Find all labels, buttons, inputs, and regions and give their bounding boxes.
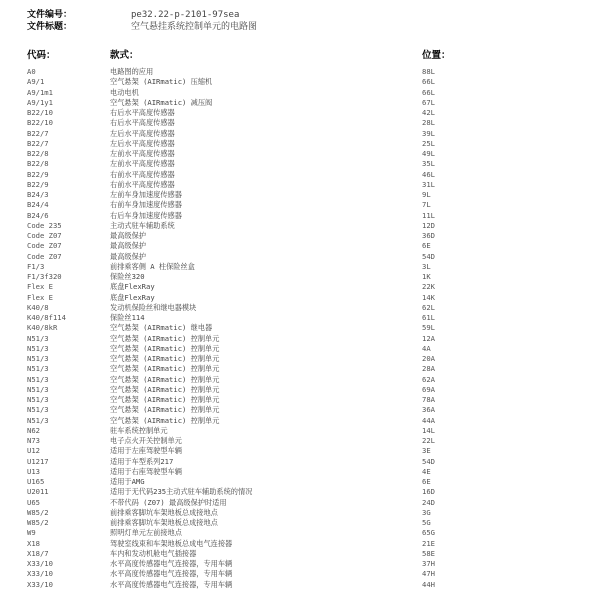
row-position: 6E [422,241,431,251]
table-row [0,170,600,180]
row-position: 65G [422,528,435,538]
row-position: 46L [422,169,435,179]
row-position: 54D [422,456,435,466]
table-row [0,77,600,87]
table-row [0,477,600,487]
row-position: 3G [422,507,431,517]
table-row [0,293,600,303]
row-position: 21E [422,538,435,548]
row-position: 24D [422,497,435,507]
row-description: 水平高度传感器电气连接器，专用车辆 [110,569,233,579]
table-row [0,385,600,395]
row-code: K40/8 [27,302,49,312]
row-code: U2011 [27,487,49,497]
table-row [0,88,600,98]
row-description: 驻车系统控制单元 [110,425,168,435]
row-description: 右前水平高度传感器 [110,169,175,179]
row-code: N51/3 [27,415,49,425]
row-description: 车内和发动机舱电气插接器 [110,548,197,558]
row-description: 水平高度传感器电气连接器，专用车辆 [110,559,233,568]
row-position: 7L [422,200,431,210]
row-description: 电路图的应用 [110,67,154,76]
row-description: 发动机保险丝和继电器模块 [110,302,197,312]
row-description: 左前车身加速度传感器 [110,190,182,199]
row-description: 电子点火开关控制单元 [110,436,182,445]
row-position: 88L [422,67,435,76]
row-description: 空气悬架 (AIRmatic) 控制单元 [110,405,220,415]
row-description: 右后车身加速度传感器 [110,210,182,220]
row-description: 左前水平高度传感器 [110,159,175,169]
table-row [0,282,600,292]
row-code: F1/3 [27,261,45,271]
table-row [0,549,600,559]
row-description: 右前水平高度传感器 [110,179,175,189]
row-description: 空气悬架 (AIRmatic) 控制单元 [110,374,220,384]
row-position: 62L [422,302,435,312]
row-description: 适用于左座驾驶型车辆 [110,446,182,456]
row-code: N51/3 [27,354,49,363]
row-position: 28L [422,118,435,128]
row-position: 22K [422,282,435,292]
table-row [0,518,600,528]
table-row [0,98,600,108]
table-row [0,580,600,590]
row-code: N51/3 [27,364,49,374]
row-code: B22/7 [27,128,49,138]
table-row [0,344,600,354]
table-row [0,395,600,405]
table-row [0,252,600,262]
row-code: W85/2 [27,507,49,517]
row-description: 空气悬架 (AIRmatic) 控制单元 [110,384,220,394]
table-row [0,446,600,456]
row-position: 44H [422,579,435,589]
row-position: 3E [422,446,431,456]
row-position: 59L [422,323,435,333]
row-position: 4E [422,466,431,476]
row-position: 37H [422,559,435,568]
row-code: Code Z07 [27,241,62,251]
row-description: 主动式驻车辅助系统 [110,220,175,230]
row-code: K40/8kR [27,323,58,333]
table-row [0,467,600,477]
table-row [0,159,600,169]
row-code: U12 [27,446,40,456]
row-code: B22/10 [27,118,53,128]
doc-title-label: 文件标题： [27,22,73,32]
row-description: 保险丝114 [110,313,145,322]
row-description: 空气悬架 (AIRmatic) 控制单元 [110,395,220,404]
row-code: B22/8 [27,159,49,169]
column-header-code: 代码： [27,50,56,61]
row-code: W9 [27,528,36,538]
row-position: 35L [422,159,435,169]
row-description: 前排乘客侧 A 柱保险丝盒 [110,261,195,271]
table-row [0,559,600,569]
row-code: W85/2 [27,518,49,527]
table-row [0,231,600,241]
row-description: 左后水平高度传感器 [110,138,175,148]
row-position: 9L [422,190,431,199]
table-row [0,354,600,364]
row-position: 62A [422,374,435,384]
row-code: N73 [27,436,40,445]
row-position: 28A [422,364,435,374]
row-position: 22L [422,436,435,445]
row-code: U165 [27,477,45,486]
row-code: A9/1 [27,77,45,87]
row-position: 16D [422,487,435,497]
row-code: N51/3 [27,343,49,353]
row-code: B22/7 [27,138,49,148]
table-row [0,149,600,159]
row-position: 78A [422,395,435,404]
row-description: 照明灯单元左前接地点 [110,528,182,538]
row-position: 4A [422,343,431,353]
column-header-position: 位置： [422,50,451,61]
component-list [0,67,600,590]
row-code: X33/10 [27,579,53,589]
row-position: 36A [422,405,435,415]
row-code: B22/8 [27,149,49,158]
row-description: 保险丝320 [110,272,145,281]
table-row [0,375,600,385]
table-row [0,436,600,446]
column-header-description: 款式： [110,50,139,61]
table-row [0,67,600,77]
table-row [0,108,600,118]
row-position: 66L [422,87,435,97]
row-position: 54D [422,251,435,261]
row-code: N51/3 [27,374,49,384]
row-description: 前排乘客脚坑车架地板总成接地点 [110,507,218,517]
table-row [0,118,600,128]
row-description: 最高级保护 [110,231,146,240]
row-code: N51/3 [27,395,49,404]
row-description: 底盘FlexRay [110,282,155,292]
row-description: 水平高度传感器电气连接器，专用车辆 [110,579,233,589]
table-row [0,272,600,282]
row-description: 最高级保护 [110,251,146,261]
row-code: F1/3f320 [27,272,62,281]
table-row [0,334,600,344]
row-position: 1K [422,272,431,281]
row-code: Flex E [27,282,53,292]
row-position: 47H [422,569,435,579]
row-description: 左前水平高度传感器 [110,149,175,158]
row-code: A0 [27,67,36,76]
row-code: B24/4 [27,200,49,210]
table-row [0,528,600,538]
row-code: U1217 [27,456,49,466]
row-position: 20A [422,354,435,363]
table-row [0,364,600,374]
row-position: 69A [422,384,435,394]
row-position: 58E [422,548,435,558]
row-code: Code 235 [27,220,62,230]
row-position: 61L [422,313,435,322]
row-description: 右后水平高度传感器 [110,118,175,128]
row-code: N51/3 [27,384,49,394]
row-code: A9/1m1 [27,87,53,97]
table-row [0,539,600,549]
doc-number-value: pe32.22-p-2101-97sea [131,10,240,20]
row-position: 31L [422,179,435,189]
row-code: K40/8f114 [27,313,66,322]
row-description: 空气悬架 (AIRmatic) 减压阀 [110,97,213,107]
row-description: 驾驶室线束和车架地板总成电气连接器 [110,538,233,548]
row-position: 12A [422,333,435,343]
row-description: 空气悬架 (AIRmatic) 继电器 [110,323,213,333]
row-code: B22/9 [27,179,49,189]
row-position: 6E [422,477,431,486]
table-row [0,313,600,323]
row-position: 42L [422,108,435,117]
row-description: 空气悬架 (AIRmatic) 控制单元 [110,343,220,353]
row-position: 49L [422,149,435,158]
table-row [0,323,600,333]
table-row [0,241,600,251]
table-row [0,211,600,221]
table-row [0,190,600,200]
row-position: 14K [422,292,435,302]
table-row [0,569,600,579]
row-description: 空气悬架 (AIRmatic) 控制单元 [110,415,220,425]
row-position: 14L [422,425,435,435]
row-description: 适用于车型系列217 [110,456,174,466]
row-description: 右前车身加速度传感器 [110,200,182,210]
table-row [0,139,600,149]
row-description: 左后水平高度传感器 [110,128,175,138]
row-code: B22/9 [27,169,49,179]
row-position: 5G [422,518,431,527]
table-row [0,457,600,467]
row-description: 前排乘客脚坑车架地板总成接地点 [110,518,218,527]
row-position: 36D [422,231,435,240]
row-position: 12D [422,220,435,230]
row-description: 空气悬架 (AIRmatic) 控制单元 [110,364,220,374]
row-description: 适用于AMG [110,477,145,486]
table-row [0,416,600,426]
row-position: 11L [422,210,435,220]
row-position: 67L [422,97,435,107]
row-description: 电动电机 [110,87,139,97]
row-position: 39L [422,128,435,138]
row-description: 底盘FlexRay [110,292,155,302]
row-code: X33/10 [27,559,53,568]
row-code: Code Z07 [27,231,62,240]
row-code: X18 [27,538,40,548]
row-code: X33/10 [27,569,53,579]
row-code: N51/3 [27,405,49,415]
row-code: N51/3 [27,333,49,343]
row-position: 25L [422,138,435,148]
row-description: 不带代码 (Z07) 最高级保护时适用 [110,497,227,507]
table-row [0,129,600,139]
table-row [0,262,600,272]
row-description: 适用于右座驾驶型车辆 [110,466,182,476]
row-description: 空气悬架 (AIRmatic) 控制单元 [110,354,220,363]
row-position: 44A [422,415,435,425]
row-code: U65 [27,497,40,507]
row-description: 空气悬架 (AIRmatic) 控制单元 [110,333,220,343]
row-code: A9/1y1 [27,97,53,107]
row-description: 右后水平高度传感器 [110,108,175,117]
table-row [0,303,600,313]
row-description: 最高级保护 [110,241,146,251]
table-row [0,487,600,497]
doc-number-label: 文件编号： [27,10,73,20]
row-code: N62 [27,425,40,435]
table-row [0,405,600,415]
row-position: 66L [422,77,435,87]
row-code: Code Z07 [27,251,62,261]
table-row [0,508,600,518]
row-code: B24/6 [27,210,49,220]
row-code: B24/3 [27,190,49,199]
table-row [0,498,600,508]
row-code: B22/10 [27,108,53,117]
row-code: Flex E [27,292,53,302]
table-row [0,426,600,436]
doc-title-value: 空气悬挂系统控制单元的电路图 [131,22,258,32]
row-position: 3L [422,261,431,271]
row-description: 空气悬架 (AIRmatic) 压缩机 [110,77,213,87]
row-code: U13 [27,466,40,476]
table-row [0,200,600,210]
row-description: 适用于无代码235主动式驻车辅助系统的情况 [110,487,253,497]
table-row [0,221,600,231]
row-code: X18/7 [27,548,49,558]
table-row [0,180,600,190]
